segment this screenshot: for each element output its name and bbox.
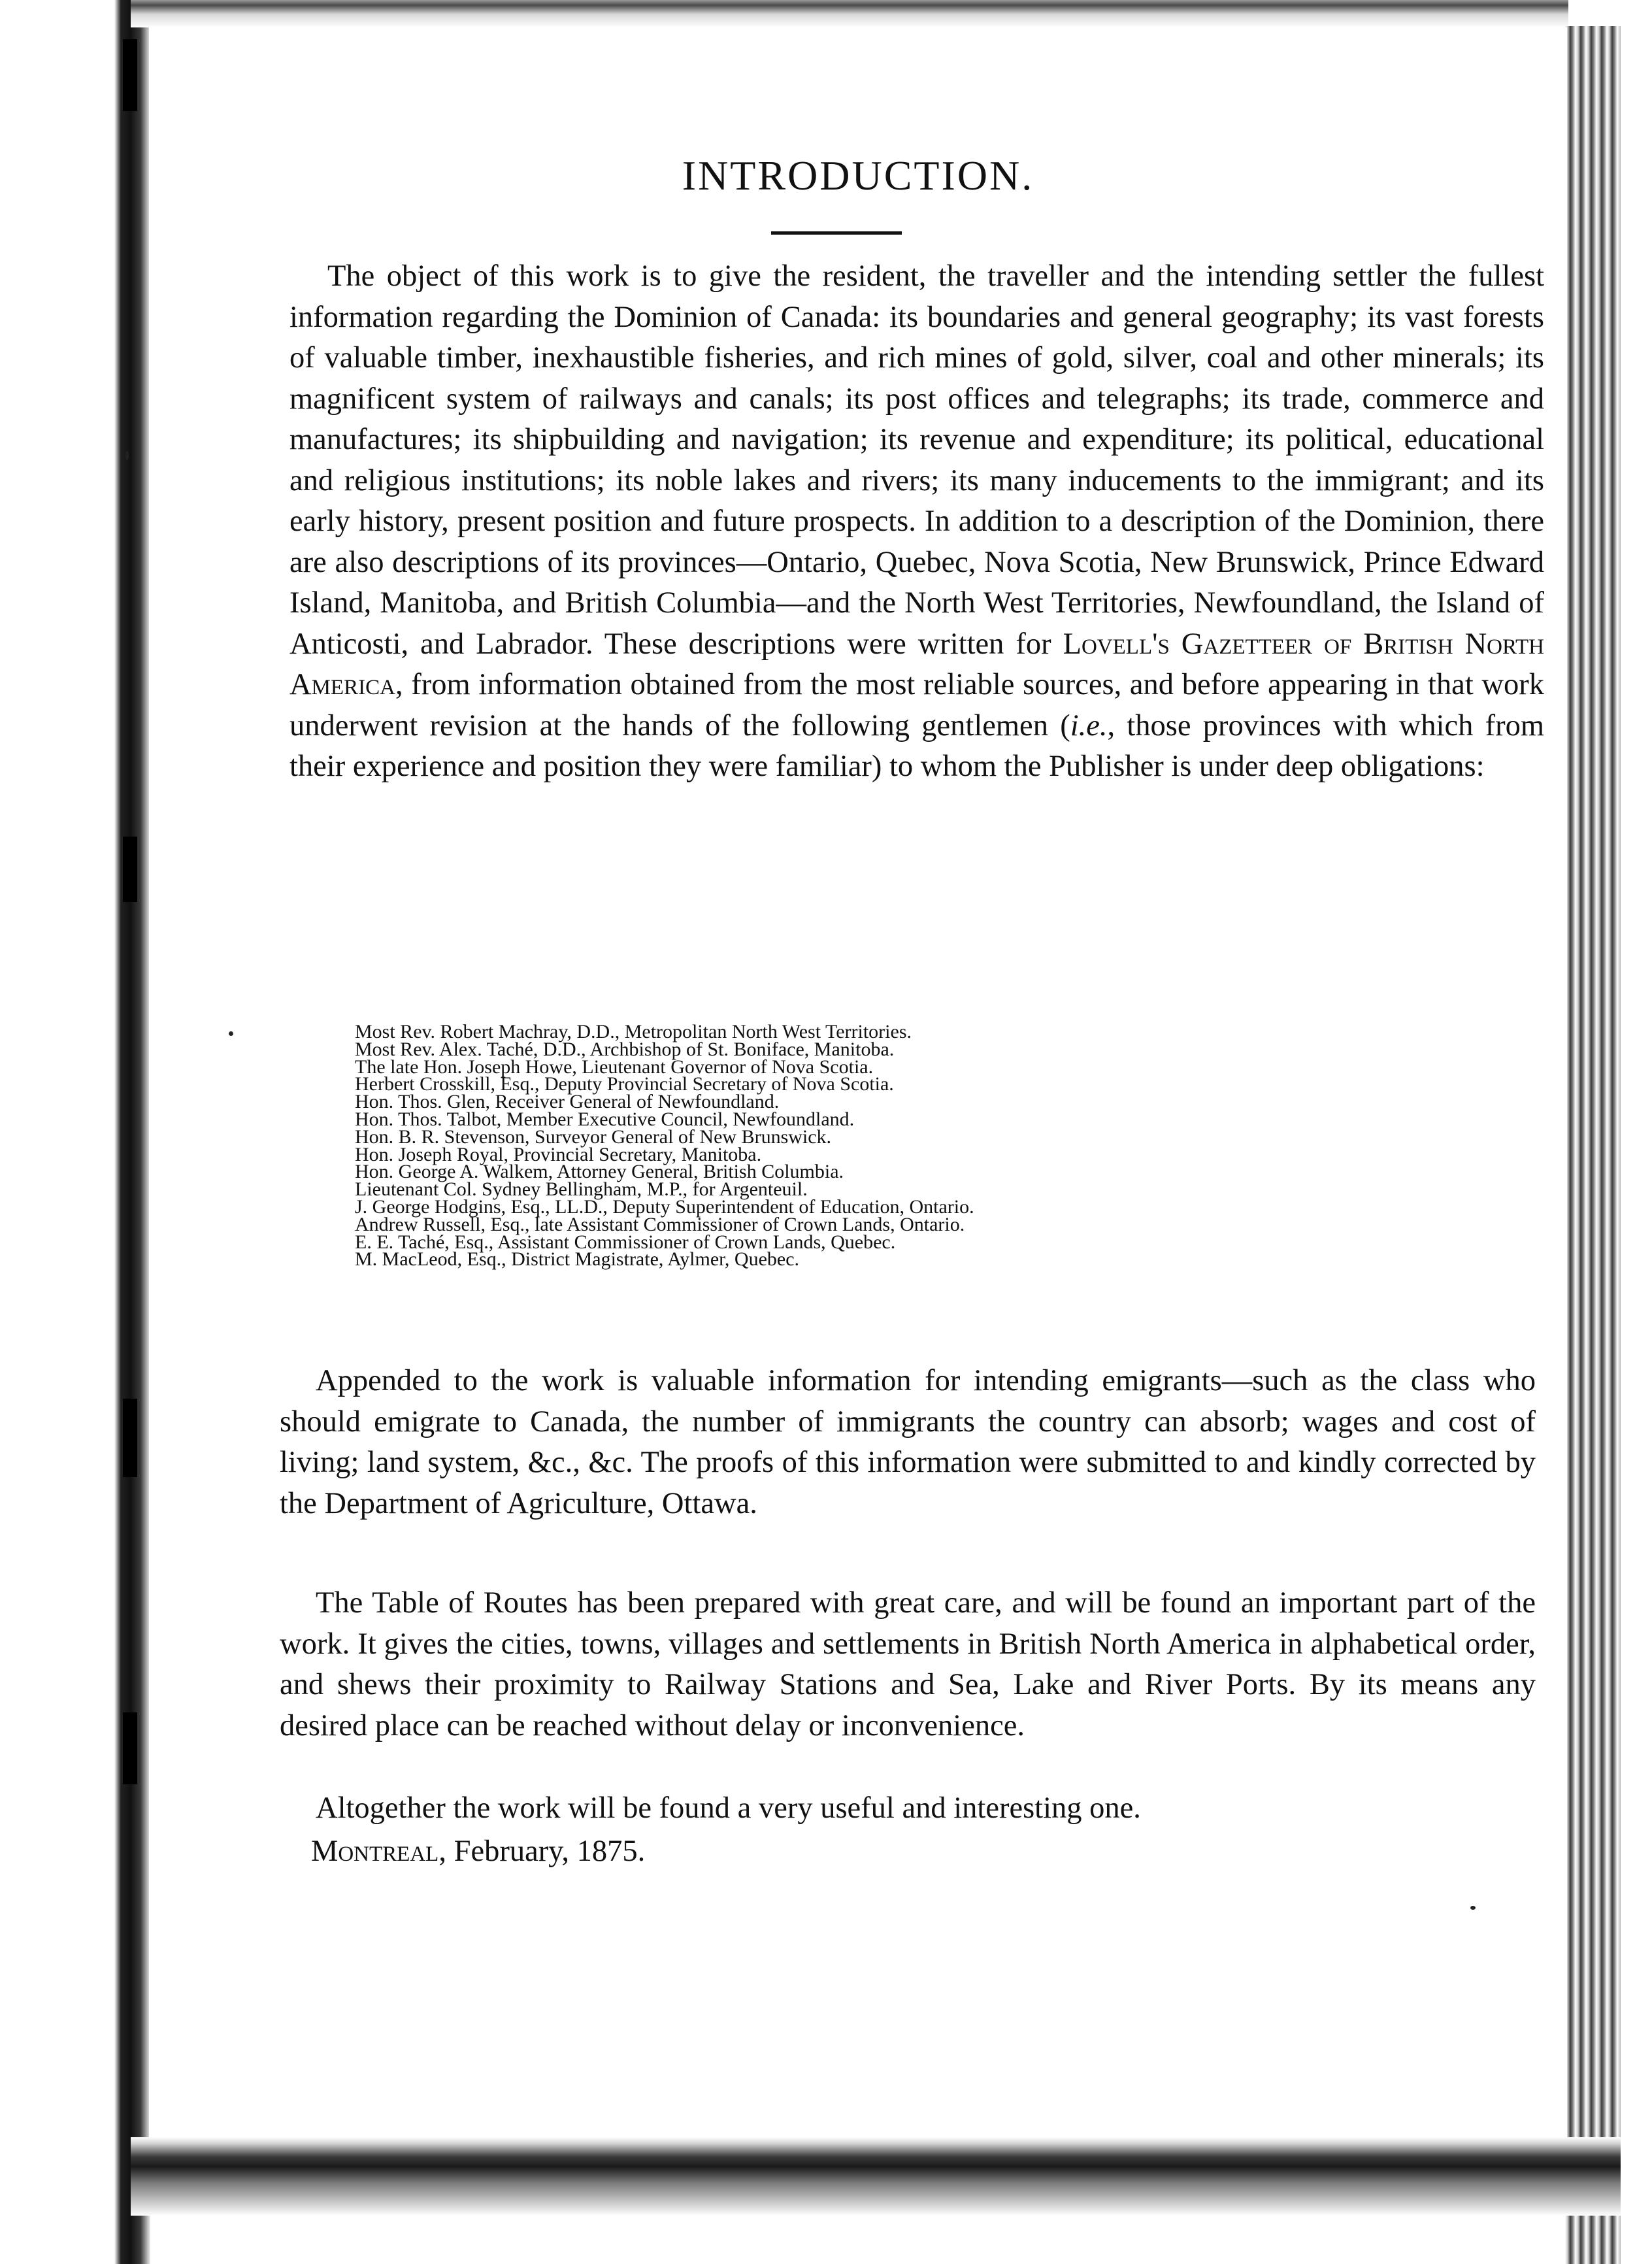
appended-paragraph bbox=[280, 1361, 1536, 1524]
scan-margin bbox=[1621, 0, 1652, 2264]
list-item: Hon. Thos. Glen, Receiver General of Newfoundland. bbox=[355, 1091, 780, 1113]
list-item: Most Rev. Alex. Taché, D.D., Archbishop of St. Boniface, Manitoba. bbox=[355, 1038, 895, 1060]
routes-text: The Table of Routes has been prepared with great care, and will be found an important part of the work. It gives the cities, towns, villages and settlements in British North America in alphabetical order, and shews their proximity to Railway Stations and Sea, Lake and River Ports. By its means any desired place can be reached without delay or inconvenience. bbox=[280, 1586, 1536, 1742]
list-item: Hon. George A. Walkem, Attorney General, British Columbia. bbox=[355, 1161, 844, 1183]
list-item: E. E. Taché, Esq., Assistant Commissioner of Crown Lands, Quebec. bbox=[355, 1231, 896, 1253]
list-item: Lieutenant Col. Sydney Bellingham, M.P., for Argenteuil. bbox=[355, 1178, 808, 1201]
gentlemen-list bbox=[355, 1021, 1479, 1271]
list-item: Andrew Russell, Esq., late Assistant Commissioner of Crown Lands, Ontario. bbox=[355, 1213, 965, 1235]
signature-place: Montreal bbox=[311, 1835, 439, 1868]
signature-date: , February, 1875. bbox=[438, 1835, 646, 1868]
binding-mark bbox=[123, 1399, 137, 1477]
binding-mark bbox=[123, 39, 137, 111]
ink-speck bbox=[1470, 1906, 1476, 1910]
signature-line bbox=[311, 1834, 1226, 1869]
binding-mark bbox=[123, 837, 137, 902]
printed-page bbox=[149, 27, 1567, 2137]
page-top-edge bbox=[131, 0, 1568, 27]
appended-text: Appended to the work is valuable information for intending emigrants—such as the class who should emigrate to Canada, the number of immigrants the country can absorb; wages and cost of living; land system, &c., &c. The proofs of this information were submitted to and kindly corrected by the Department of Agriculture, Ottawa. bbox=[280, 1364, 1536, 1520]
binding-mark bbox=[123, 1712, 137, 1784]
list-item: Herbert Crosskill, Esq., Deputy Provincial Secretary of Nova Scotia. bbox=[355, 1073, 894, 1095]
closing-line: Altogether the work will be found a very useful and interesting one. bbox=[316, 1791, 1141, 1825]
intro-paragraph bbox=[289, 256, 1544, 788]
ie-abbreviation: i.e. bbox=[1070, 708, 1108, 742]
title-rule bbox=[771, 231, 902, 235]
intro-text: The object of this work is to give the resident, the traveller and the intending settler the fullest information regarding the Dominion of Canada: its boundaries and general geography; its vast forests of valuable timber, inexhaustible fisheries, and rich mines of gold, silver, coal and other minerals; its magnificent system of railways and canals; its post offices and telegraphs; its trade, commerce and manufactures; its shipbuilding and navigation; its revenue and expenditure; its political, educational and religious institutions; its noble lakes and rivers; its many inducements to the immigrant; and its early history, present position and future prospects. In addition to a description of the Dominion, there are also descriptions of its provinces—Ontario, Quebec, Nova Scotia, New Brunswick, Prince Edward Island, Manitoba, and British Columbia—and the North West Territories, Newfoundland, the Island of Anticosti, and Labrador. These descriptions were written for bbox=[289, 259, 1544, 661]
list-item: Hon. B. R. Stevenson, Surveyor General of New Brunswick. bbox=[355, 1125, 832, 1148]
page-title: INTRODUCTION. bbox=[682, 152, 1034, 199]
intro-text-end: , those provinces with which from their experience and position they were familiar) to whom the Publisher is under deep obligations: bbox=[289, 708, 1544, 783]
list-item: J. George Hodgins, Esq., LL.D., Deputy Superintendent of Education, Ontario. bbox=[355, 1195, 974, 1218]
ink-speck bbox=[125, 451, 129, 460]
book-gutter bbox=[0, 0, 150, 2264]
list-item: The late Hon. Joseph Howe, Lieutenant Governor of Nova Scotia. bbox=[355, 1056, 874, 1078]
list-item: Hon. Joseph Royal, Provincial Secretary, Manitoba. bbox=[355, 1143, 762, 1165]
gazetteer-title: Lovell's Gazetteer of British North America bbox=[289, 627, 1544, 701]
list-item: Hon. Thos. Talbot, Member Executive Council, Newfoundland. bbox=[355, 1108, 855, 1130]
routes-paragraph bbox=[280, 1583, 1536, 1746]
page-bottom-edge bbox=[131, 2137, 1621, 2216]
list-item: Most Rev. Robert Machray, D.D., Metropolitan North West Territories. bbox=[355, 1021, 912, 1042]
intro-text-continued: , from information obtained from the most reliable sources, and before appearing in that work underwent revision at the hands of the following gentlemen ( bbox=[289, 668, 1544, 742]
ink-speck bbox=[229, 1031, 233, 1036]
list-item: M. MacLeod, Esq., District Magistrate, Aylmer, Quebec. bbox=[355, 1248, 800, 1271]
